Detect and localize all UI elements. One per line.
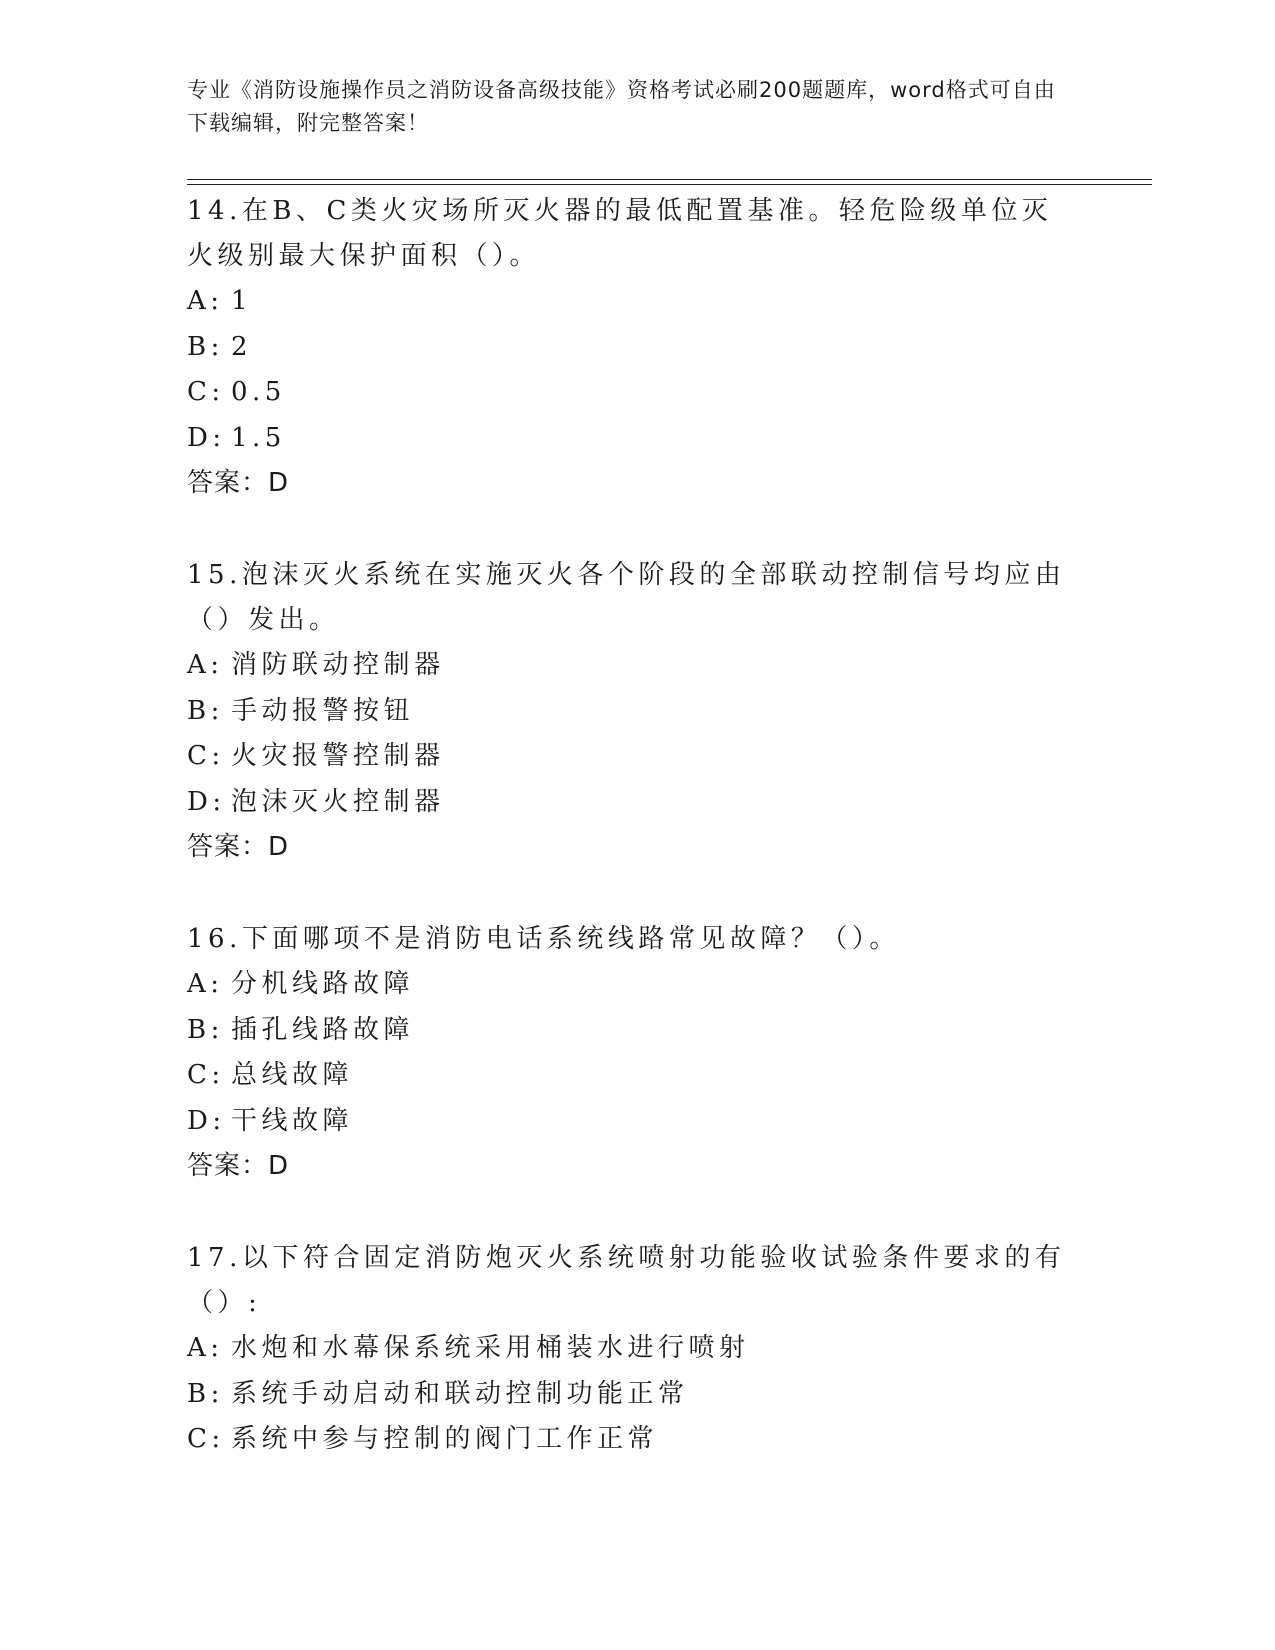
option-text: 2 xyxy=(231,331,253,362)
option-d xyxy=(187,780,1067,826)
option-key: C: xyxy=(187,1424,225,1454)
option-text: 0.5 xyxy=(231,377,286,407)
option-a xyxy=(187,279,1067,325)
option-text: 消防联动控制器 xyxy=(231,650,445,680)
header-divider-bottom xyxy=(187,184,1152,185)
option-text: 系统中参与控制的阀门工作正常 xyxy=(231,1424,659,1454)
option-d xyxy=(187,1099,1067,1145)
option-a xyxy=(187,643,1067,689)
option-text: 干线故障 xyxy=(231,1105,354,1136)
option-text: 手动报警按钮 xyxy=(231,695,415,726)
option-text: 1.5 xyxy=(231,422,286,453)
option-text: 火灾报警控制器 xyxy=(231,741,445,771)
option-key: B: xyxy=(187,695,224,726)
header-divider-top xyxy=(187,179,1152,180)
question-17 xyxy=(187,1236,1067,1463)
option-key: A: xyxy=(187,969,224,999)
option-c xyxy=(187,370,1067,416)
option-text: 1 xyxy=(231,286,253,316)
option-b xyxy=(187,1372,1067,1418)
option-c xyxy=(187,1053,1067,1099)
option-c xyxy=(187,1417,1067,1463)
option-key: C: xyxy=(187,377,225,407)
option-key: B: xyxy=(187,1014,224,1045)
option-b xyxy=(187,325,1067,371)
option-key: A: xyxy=(187,650,224,680)
option-key: C: xyxy=(187,741,225,771)
option-b xyxy=(187,1008,1067,1054)
option-text: 系统手动启动和联动控制功能正常 xyxy=(231,1378,689,1409)
option-text: 分机线路故障 xyxy=(231,969,415,999)
option-a xyxy=(187,962,1067,1008)
question-list xyxy=(187,189,1067,1510)
option-key: C: xyxy=(187,1060,225,1090)
option-d xyxy=(187,416,1067,462)
option-text: 总线故障 xyxy=(231,1060,354,1090)
option-key: B: xyxy=(187,1378,224,1409)
option-text: 插孔线路故障 xyxy=(231,1014,415,1045)
option-key: D: xyxy=(187,422,226,453)
answer-text: 答案：D xyxy=(187,1151,290,1181)
answer-text: 答案：D xyxy=(187,832,290,862)
option-key: D: xyxy=(187,1105,226,1136)
option-key: A: xyxy=(187,1333,224,1363)
option-a xyxy=(187,1326,1067,1372)
question-stem: 16.下面哪项不是消防电话系统线路常见故障？（）。 xyxy=(187,924,900,954)
question-14 xyxy=(187,189,1067,506)
option-b xyxy=(187,689,1067,735)
question-stem: 14.在B、C类火灾场所灭火器的最低配置基准。轻危险级单位灭火级别最大保护面积（）。 xyxy=(187,196,1053,271)
question-stem: 15.泡沫灭火系统在实施灭火各个阶段的全部联动控制信号均应由（）发出。 xyxy=(187,560,1066,635)
question-16 xyxy=(187,917,1067,1189)
option-key: A: xyxy=(187,286,224,316)
question-15 xyxy=(187,553,1067,870)
option-c xyxy=(187,734,1067,780)
option-key: B: xyxy=(187,331,224,362)
option-text: 水炮和水幕保系统采用桶装水进行喷射 xyxy=(231,1333,750,1363)
option-text: 泡沫灭火控制器 xyxy=(231,786,445,817)
answer-text: 答案：D xyxy=(187,468,290,498)
option-key: D: xyxy=(187,786,226,817)
question-stem: 17.以下符合固定消防炮灭火系统喷射功能验收试验条件要求的有（）: xyxy=(187,1243,1066,1318)
document-header: 专业《消防设施操作员之消防设备高级技能》资格考试必刷200题题库，word格式可自由下载编辑，附完整答案！ xyxy=(187,78,1056,135)
